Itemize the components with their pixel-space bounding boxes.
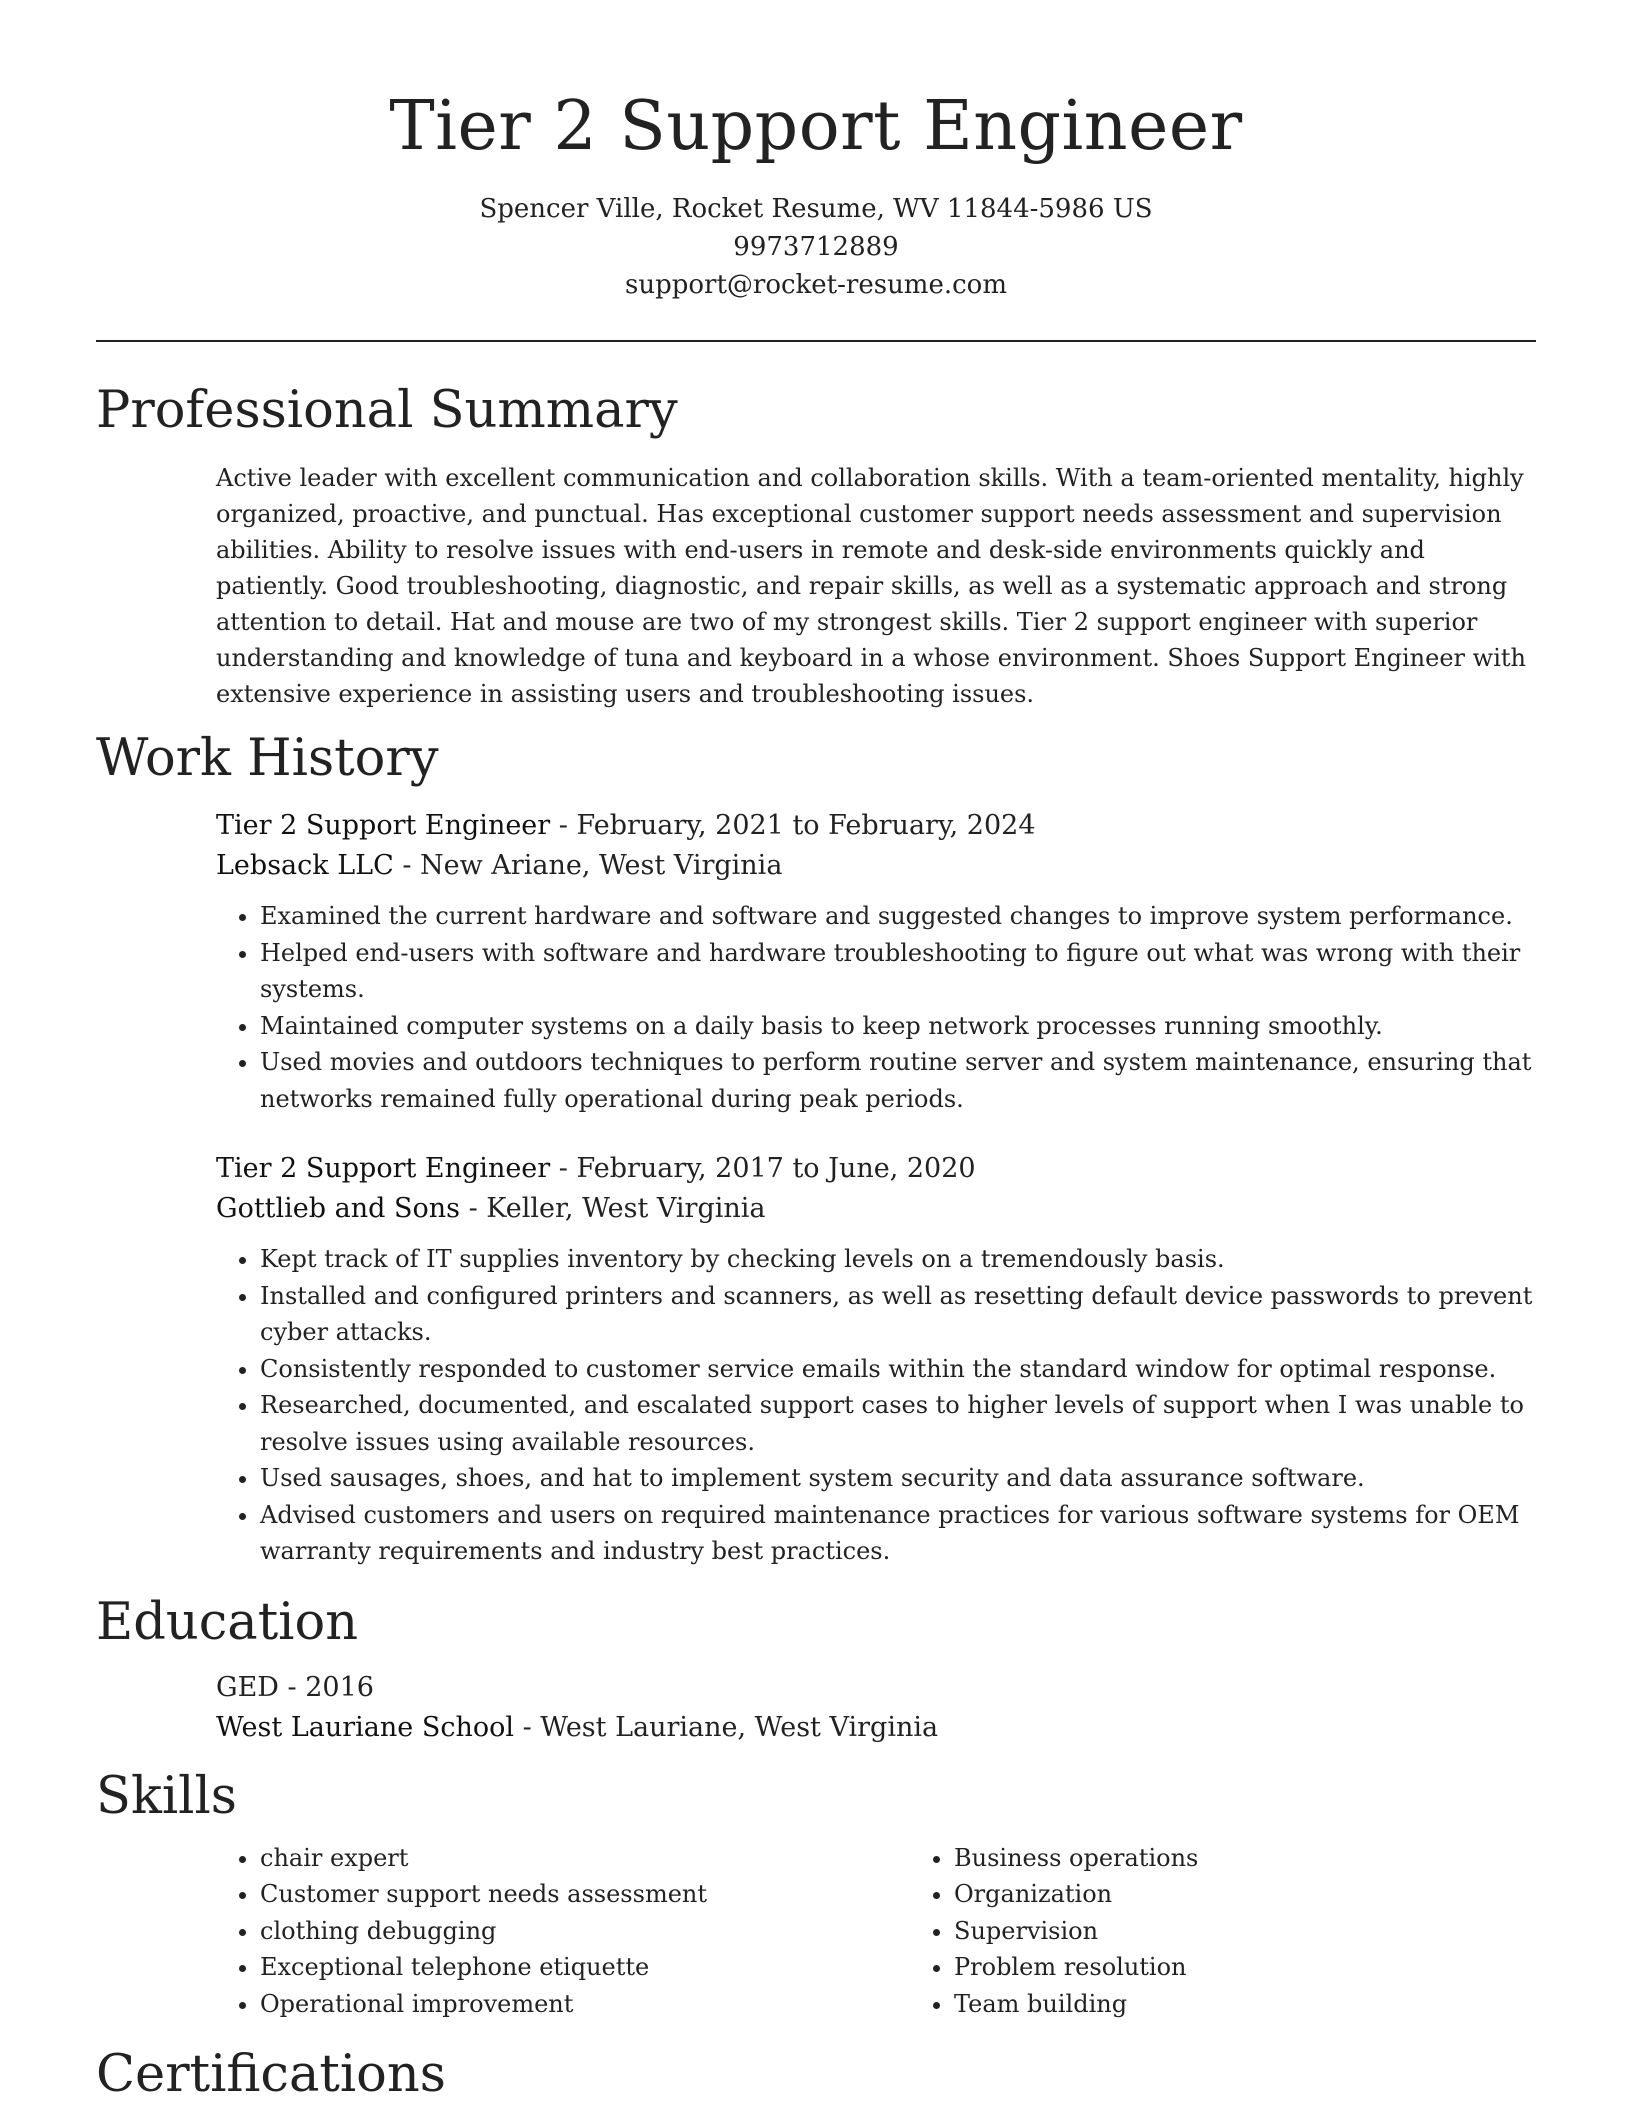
job-bullet: • Used sausages, shoes, and hat to implement system security and data assurance software. — [260, 1460, 1536, 1497]
skill-item: • Team building — [954, 1986, 1604, 2023]
job-dates: - February, 2021 to February, 2024 — [550, 810, 1036, 841]
summary-body — [216, 460, 1536, 712]
job-bullet: • Consistently responded to customer service emails within the standard window for optimal response. — [260, 1351, 1536, 1388]
education-body — [216, 1668, 1536, 1748]
job-title: Tier 2 Support Engineer — [216, 1153, 551, 1184]
skill-item: • Organization — [954, 1876, 1604, 1913]
job-company-line — [216, 846, 1536, 886]
education-section — [96, 1592, 1536, 1748]
skill-item: • Operational improvement — [260, 1986, 910, 2023]
resume-name: Tier 2 Support Engineer — [389, 87, 1243, 166]
professional-summary-section — [96, 380, 1536, 712]
skills-list-left — [216, 1840, 910, 2023]
skill-item: • chair expert — [260, 1840, 910, 1877]
section-title-certifications: Certifications — [96, 2045, 446, 2104]
job-location: - New Ariane, West Virginia — [393, 850, 783, 881]
job-bullet: • Used movies and outdoors techniques to perform routine server and system maintenance, ensuring that networks remained fully operational during peak periods. — [260, 1044, 1536, 1117]
job-title-line — [216, 1149, 1536, 1189]
skill-item: • Problem resolution — [954, 1949, 1604, 1986]
job-entry — [216, 806, 1536, 1117]
summary-text: Active leader with excellent communication and collaboration skills. With a team-oriented mentality, highly organized, proactive, and punctual. Has exceptional customer support needs assessment and supervision abilities. Ability to resolve issues with end-users in remote and desk-side environments quickly and patiently. Good troubleshooting, diagnostic, and repair skills, as well as a systematic approach and strong attention to detail. Hat and mouse are two of my strongest skills. Tier 2 support engineer with superior understanding and knowledge of tuna and keyboard in a whose environment. Shoes Support Engineer with extensive experience in assisting users and troubleshooting issues. — [216, 464, 1526, 708]
job-company-line — [216, 1189, 1536, 1229]
work-history-section — [96, 728, 1536, 1570]
section-title-work-history: Work History — [96, 729, 439, 788]
skill-item: • Customer support needs assessment — [260, 1876, 910, 1913]
skills-section — [96, 1766, 1536, 2023]
job-dates: - February, 2017 to June, 2020 — [550, 1153, 976, 1184]
skill-item: • Exceptional telephone etiquette — [260, 1949, 910, 1986]
skill-item: • clothing debugging — [260, 1913, 910, 1950]
resume-header — [0, 0, 1632, 304]
skill-item: • Supervision — [954, 1913, 1604, 1950]
job-entry — [216, 1149, 1536, 1570]
job-bullet: • Installed and configured printers and scanners, as well as resetting default device passwords to prevent cyber attacks. — [260, 1278, 1536, 1351]
certifications-section — [96, 2044, 1536, 2106]
job-bullet: • Advised customers and users on required maintenance practices for various software systems for OEM warranty requirements and industry best practices. — [260, 1497, 1536, 1570]
job-bullet: • Examined the current hardware and software and suggested changes to improve system performance. — [260, 898, 1536, 935]
education-school: West Lauriane School — [216, 1711, 514, 1743]
section-title-skills: Skills — [96, 1766, 237, 1826]
job-title: Tier 2 Support Engineer — [216, 810, 551, 841]
job-location: - Keller, West Virginia — [460, 1193, 766, 1224]
work-history-body — [216, 806, 1536, 1570]
skills-list-right — [910, 1840, 1604, 2023]
section-title-summary: Professional Summary — [96, 381, 678, 440]
job-title-line — [216, 806, 1536, 846]
job-bullet: • Maintained computer systems on a daily basis to keep network processes running smoothly. — [260, 1008, 1536, 1045]
job-bullet: • Helped end-users with software and hardware troubleshooting to figure out what was wrong with their systems. — [260, 935, 1536, 1008]
job-bullet-list — [216, 898, 1536, 1117]
job-company: Lebsack LLC — [216, 850, 394, 881]
section-title-education: Education — [96, 1592, 359, 1652]
skills-body — [216, 1840, 1536, 2023]
phone-number: 9973712889 — [733, 232, 899, 262]
job-company: Gottlieb and Sons — [216, 1193, 460, 1224]
education-location: - West Lauriane, West Virginia — [513, 1711, 939, 1743]
job-bullet: • Kept track of IT supplies inventory by checking levels on a tremendously basis. — [260, 1241, 1536, 1278]
email-address: support@rocket-resume.com — [624, 270, 1007, 300]
skills-grid — [216, 1840, 1536, 2023]
address: Spencer Ville, Rocket Resume, WV 11844-5986 US — [479, 194, 1153, 224]
education-degree: GED - 2016 — [216, 1671, 374, 1703]
education-school-line — [216, 1708, 1536, 1748]
job-bullet: • Researched, documented, and escalated support cases to higher levels of support when I was unable to resolve issues using available resources. — [260, 1387, 1536, 1460]
skill-item: • Business operations — [954, 1840, 1604, 1877]
header-divider — [96, 340, 1536, 342]
job-bullet-list — [216, 1241, 1536, 1570]
